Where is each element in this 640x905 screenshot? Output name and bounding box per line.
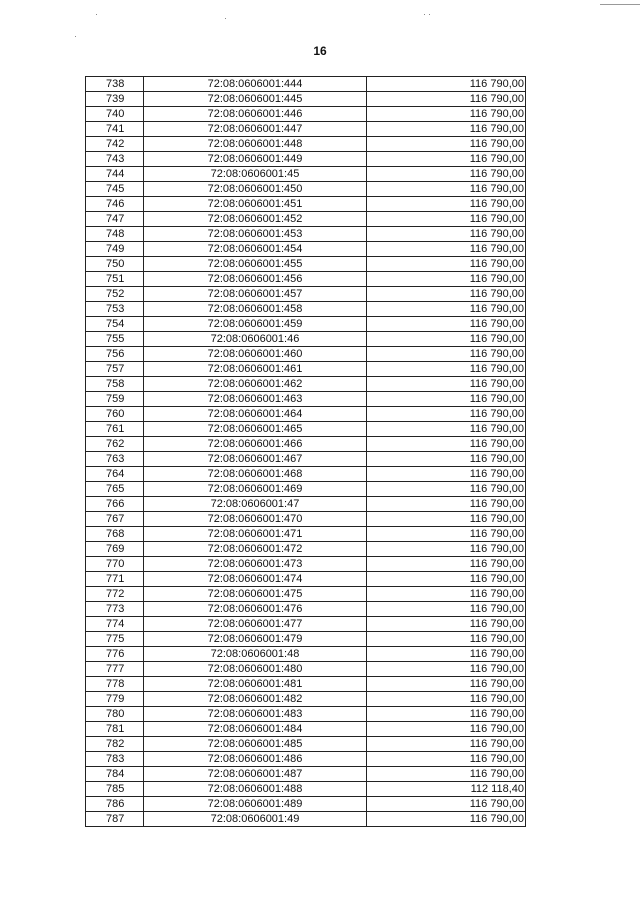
value-amount-cell: 116 790,00 bbox=[367, 542, 526, 557]
value-amount-cell: 116 790,00 bbox=[367, 812, 526, 827]
scan-speck bbox=[225, 18, 226, 19]
table-row bbox=[86, 692, 526, 707]
table-row bbox=[86, 647, 526, 662]
cadastral-number-cell: 72:08:0606001:464 bbox=[144, 407, 367, 422]
cadastral-number-cell: 72:08:0606001:484 bbox=[144, 722, 367, 737]
cadastral-number-cell: 72:08:0606001:463 bbox=[144, 392, 367, 407]
cadastral-number-cell: 72:08:0606001:461 bbox=[144, 362, 367, 377]
cadastral-number-cell: 72:08:0606001:469 bbox=[144, 482, 367, 497]
cadastral-number-cell: 72:08:0606001:446 bbox=[144, 107, 367, 122]
value-amount-cell: 116 790,00 bbox=[367, 167, 526, 182]
row-number-cell: 783 bbox=[86, 752, 144, 767]
table-row bbox=[86, 737, 526, 752]
page-number: 16 bbox=[313, 44, 327, 58]
row-number-cell: 762 bbox=[86, 437, 144, 452]
table-row bbox=[86, 557, 526, 572]
row-number-cell: 739 bbox=[86, 92, 144, 107]
cadastral-number-cell: 72:08:0606001:470 bbox=[144, 512, 367, 527]
table-row bbox=[86, 377, 526, 392]
cadastral-number-cell: 72:08:0606001:456 bbox=[144, 272, 367, 287]
row-number-cell: 742 bbox=[86, 137, 144, 152]
value-amount-cell: 116 790,00 bbox=[367, 197, 526, 212]
value-amount-cell: 116 790,00 bbox=[367, 377, 526, 392]
table-row bbox=[86, 332, 526, 347]
value-amount-cell: 112 118,40 bbox=[367, 782, 526, 797]
row-number-cell: 775 bbox=[86, 632, 144, 647]
value-amount-cell: 116 790,00 bbox=[367, 392, 526, 407]
cadastral-number-cell: 72:08:0606001:45 bbox=[144, 167, 367, 182]
table-row bbox=[86, 662, 526, 677]
table-body bbox=[86, 77, 526, 827]
table-row bbox=[86, 812, 526, 827]
cadastral-number-cell: 72:08:0606001:462 bbox=[144, 377, 367, 392]
row-number-cell: 757 bbox=[86, 362, 144, 377]
table-row bbox=[86, 422, 526, 437]
cadastral-number-cell: 72:08:0606001:447 bbox=[144, 122, 367, 137]
table-row bbox=[86, 707, 526, 722]
row-number-cell: 740 bbox=[86, 107, 144, 122]
scan-edge-line bbox=[600, 4, 640, 5]
cadastral-number-cell: 72:08:0606001:460 bbox=[144, 347, 367, 362]
table-row bbox=[86, 197, 526, 212]
value-amount-cell: 116 790,00 bbox=[367, 227, 526, 242]
scan-speck bbox=[424, 14, 425, 15]
table-row bbox=[86, 602, 526, 617]
table-row bbox=[86, 182, 526, 197]
cadastral-number-cell: 72:08:0606001:482 bbox=[144, 692, 367, 707]
value-amount-cell: 116 790,00 bbox=[367, 662, 526, 677]
table-row bbox=[86, 752, 526, 767]
value-amount-cell: 116 790,00 bbox=[367, 512, 526, 527]
cadastral-number-cell: 72:08:0606001:474 bbox=[144, 572, 367, 587]
table-row bbox=[86, 482, 526, 497]
row-number-cell: 769 bbox=[86, 542, 144, 557]
cadastral-number-cell: 72:08:0606001:481 bbox=[144, 677, 367, 692]
value-amount-cell: 116 790,00 bbox=[367, 467, 526, 482]
table-row bbox=[86, 227, 526, 242]
row-number-cell: 774 bbox=[86, 617, 144, 632]
cadastral-number-cell: 72:08:0606001:465 bbox=[144, 422, 367, 437]
cadastral-number-cell: 72:08:0606001:450 bbox=[144, 182, 367, 197]
value-amount-cell: 116 790,00 bbox=[367, 407, 526, 422]
table-row bbox=[86, 437, 526, 452]
value-amount-cell: 116 790,00 bbox=[367, 707, 526, 722]
cadastral-number-cell: 72:08:0606001:451 bbox=[144, 197, 367, 212]
table-row bbox=[86, 362, 526, 377]
value-amount-cell: 116 790,00 bbox=[367, 107, 526, 122]
value-amount-cell: 116 790,00 bbox=[367, 422, 526, 437]
table-row bbox=[86, 617, 526, 632]
cadastral-number-cell: 72:08:0606001:459 bbox=[144, 317, 367, 332]
cadastral-number-cell: 72:08:0606001:477 bbox=[144, 617, 367, 632]
row-number-cell: 765 bbox=[86, 482, 144, 497]
table-row bbox=[86, 452, 526, 467]
row-number-cell: 755 bbox=[86, 332, 144, 347]
table-row bbox=[86, 527, 526, 542]
cadastral-number-cell: 72:08:0606001:475 bbox=[144, 587, 367, 602]
row-number-cell: 786 bbox=[86, 797, 144, 812]
value-amount-cell: 116 790,00 bbox=[367, 677, 526, 692]
row-number-cell: 772 bbox=[86, 587, 144, 602]
value-amount-cell: 116 790,00 bbox=[367, 272, 526, 287]
table-row bbox=[86, 257, 526, 272]
cadastral-number-cell: 72:08:0606001:476 bbox=[144, 602, 367, 617]
table-row bbox=[86, 317, 526, 332]
table-row bbox=[86, 287, 526, 302]
cadastral-number-cell: 72:08:0606001:445 bbox=[144, 92, 367, 107]
value-amount-cell: 116 790,00 bbox=[367, 722, 526, 737]
value-amount-cell: 116 790,00 bbox=[367, 632, 526, 647]
row-number-cell: 771 bbox=[86, 572, 144, 587]
cadastral-number-cell: 72:08:0606001:454 bbox=[144, 242, 367, 257]
value-amount-cell: 116 790,00 bbox=[367, 602, 526, 617]
cadastral-number-cell: 72:08:0606001:49 bbox=[144, 812, 367, 827]
table-row bbox=[86, 167, 526, 182]
value-amount-cell: 116 790,00 bbox=[367, 482, 526, 497]
row-number-cell: 764 bbox=[86, 467, 144, 482]
row-number-cell: 781 bbox=[86, 722, 144, 737]
value-amount-cell: 116 790,00 bbox=[367, 182, 526, 197]
row-number-cell: 741 bbox=[86, 122, 144, 137]
row-number-cell: 768 bbox=[86, 527, 144, 542]
value-amount-cell: 116 790,00 bbox=[367, 527, 526, 542]
row-number-cell: 761 bbox=[86, 422, 144, 437]
row-number-cell: 773 bbox=[86, 602, 144, 617]
cadastral-number-cell: 72:08:0606001:47 bbox=[144, 497, 367, 512]
row-number-cell: 779 bbox=[86, 692, 144, 707]
row-number-cell: 751 bbox=[86, 272, 144, 287]
value-amount-cell: 116 790,00 bbox=[367, 437, 526, 452]
cadastral-number-cell: 72:08:0606001:483 bbox=[144, 707, 367, 722]
row-number-cell: 767 bbox=[86, 512, 144, 527]
cadastral-number-cell: 72:08:0606001:480 bbox=[144, 662, 367, 677]
value-amount-cell: 116 790,00 bbox=[367, 212, 526, 227]
row-number-cell: 752 bbox=[86, 287, 144, 302]
value-amount-cell: 116 790,00 bbox=[367, 362, 526, 377]
value-amount-cell: 116 790,00 bbox=[367, 752, 526, 767]
cadastral-number-cell: 72:08:0606001:48 bbox=[144, 647, 367, 662]
cadastral-number-cell: 72:08:0606001:457 bbox=[144, 287, 367, 302]
table-row bbox=[86, 242, 526, 257]
row-number-cell: 745 bbox=[86, 182, 144, 197]
table-row bbox=[86, 302, 526, 317]
cadastral-number-cell: 72:08:0606001:444 bbox=[144, 77, 367, 92]
cadastral-number-cell: 72:08:0606001:455 bbox=[144, 257, 367, 272]
row-number-cell: 750 bbox=[86, 257, 144, 272]
value-amount-cell: 116 790,00 bbox=[367, 617, 526, 632]
row-number-cell: 754 bbox=[86, 317, 144, 332]
cadastral-number-cell: 72:08:0606001:479 bbox=[144, 632, 367, 647]
cadastral-number-cell: 72:08:0606001:467 bbox=[144, 452, 367, 467]
row-number-cell: 776 bbox=[86, 647, 144, 662]
row-number-cell: 746 bbox=[86, 197, 144, 212]
cadastral-table-wrapper bbox=[85, 76, 526, 827]
value-amount-cell: 116 790,00 bbox=[367, 332, 526, 347]
row-number-cell: 749 bbox=[86, 242, 144, 257]
cadastral-number-cell: 72:08:0606001:468 bbox=[144, 467, 367, 482]
value-amount-cell: 116 790,00 bbox=[367, 152, 526, 167]
row-number-cell: 770 bbox=[86, 557, 144, 572]
row-number-cell: 759 bbox=[86, 392, 144, 407]
table-row bbox=[86, 722, 526, 737]
cadastral-number-cell: 72:08:0606001:458 bbox=[144, 302, 367, 317]
cadastral-value-table bbox=[85, 76, 526, 827]
table-row bbox=[86, 797, 526, 812]
row-number-cell: 780 bbox=[86, 707, 144, 722]
cadastral-number-cell: 72:08:0606001:489 bbox=[144, 797, 367, 812]
cadastral-number-cell: 72:08:0606001:485 bbox=[144, 737, 367, 752]
row-number-cell: 738 bbox=[86, 77, 144, 92]
cadastral-number-cell: 72:08:0606001:46 bbox=[144, 332, 367, 347]
value-amount-cell: 116 790,00 bbox=[367, 257, 526, 272]
cadastral-number-cell: 72:08:0606001:487 bbox=[144, 767, 367, 782]
value-amount-cell: 116 790,00 bbox=[367, 497, 526, 512]
table-row bbox=[86, 632, 526, 647]
value-amount-cell: 116 790,00 bbox=[367, 452, 526, 467]
value-amount-cell: 116 790,00 bbox=[367, 317, 526, 332]
cadastral-number-cell: 72:08:0606001:448 bbox=[144, 137, 367, 152]
cadastral-number-cell: 72:08:0606001:453 bbox=[144, 227, 367, 242]
row-number-cell: 758 bbox=[86, 377, 144, 392]
table-row bbox=[86, 152, 526, 167]
row-number-cell: 747 bbox=[86, 212, 144, 227]
row-number-cell: 766 bbox=[86, 497, 144, 512]
table-row bbox=[86, 782, 526, 797]
scan-speck bbox=[429, 14, 430, 15]
row-number-cell: 787 bbox=[86, 812, 144, 827]
table-row bbox=[86, 497, 526, 512]
cadastral-number-cell: 72:08:0606001:486 bbox=[144, 752, 367, 767]
value-amount-cell: 116 790,00 bbox=[367, 122, 526, 137]
value-amount-cell: 116 790,00 bbox=[367, 557, 526, 572]
value-amount-cell: 116 790,00 bbox=[367, 692, 526, 707]
row-number-cell: 756 bbox=[86, 347, 144, 362]
row-number-cell: 748 bbox=[86, 227, 144, 242]
cadastral-number-cell: 72:08:0606001:471 bbox=[144, 527, 367, 542]
value-amount-cell: 116 790,00 bbox=[367, 137, 526, 152]
value-amount-cell: 116 790,00 bbox=[367, 737, 526, 752]
row-number-cell: 753 bbox=[86, 302, 144, 317]
table-row bbox=[86, 542, 526, 557]
table-row bbox=[86, 587, 526, 602]
scan-speck bbox=[96, 14, 97, 15]
row-number-cell: 743 bbox=[86, 152, 144, 167]
table-row bbox=[86, 92, 526, 107]
cadastral-number-cell: 72:08:0606001:473 bbox=[144, 557, 367, 572]
cadastral-number-cell: 72:08:0606001:449 bbox=[144, 152, 367, 167]
table-row bbox=[86, 137, 526, 152]
row-number-cell: 784 bbox=[86, 767, 144, 782]
scan-speck bbox=[75, 36, 76, 37]
table-row bbox=[86, 122, 526, 137]
value-amount-cell: 116 790,00 bbox=[367, 572, 526, 587]
row-number-cell: 778 bbox=[86, 677, 144, 692]
row-number-cell: 760 bbox=[86, 407, 144, 422]
table-row bbox=[86, 107, 526, 122]
cadastral-number-cell: 72:08:0606001:472 bbox=[144, 542, 367, 557]
table-row bbox=[86, 767, 526, 782]
row-number-cell: 782 bbox=[86, 737, 144, 752]
row-number-cell: 777 bbox=[86, 662, 144, 677]
table-row bbox=[86, 407, 526, 422]
row-number-cell: 785 bbox=[86, 782, 144, 797]
row-number-cell: 763 bbox=[86, 452, 144, 467]
value-amount-cell: 116 790,00 bbox=[367, 347, 526, 362]
value-amount-cell: 116 790,00 bbox=[367, 797, 526, 812]
value-amount-cell: 116 790,00 bbox=[367, 587, 526, 602]
value-amount-cell: 116 790,00 bbox=[367, 77, 526, 92]
table-row bbox=[86, 512, 526, 527]
value-amount-cell: 116 790,00 bbox=[367, 242, 526, 257]
value-amount-cell: 116 790,00 bbox=[367, 767, 526, 782]
table-row bbox=[86, 392, 526, 407]
cadastral-number-cell: 72:08:0606001:466 bbox=[144, 437, 367, 452]
table-row bbox=[86, 467, 526, 482]
table-row bbox=[86, 677, 526, 692]
table-row bbox=[86, 77, 526, 92]
row-number-cell: 744 bbox=[86, 167, 144, 182]
value-amount-cell: 116 790,00 bbox=[367, 287, 526, 302]
value-amount-cell: 116 790,00 bbox=[367, 302, 526, 317]
table-row bbox=[86, 572, 526, 587]
cadastral-number-cell: 72:08:0606001:488 bbox=[144, 782, 367, 797]
value-amount-cell: 116 790,00 bbox=[367, 647, 526, 662]
table-row bbox=[86, 347, 526, 362]
table-row bbox=[86, 212, 526, 227]
table-row bbox=[86, 272, 526, 287]
value-amount-cell: 116 790,00 bbox=[367, 92, 526, 107]
cadastral-number-cell: 72:08:0606001:452 bbox=[144, 212, 367, 227]
